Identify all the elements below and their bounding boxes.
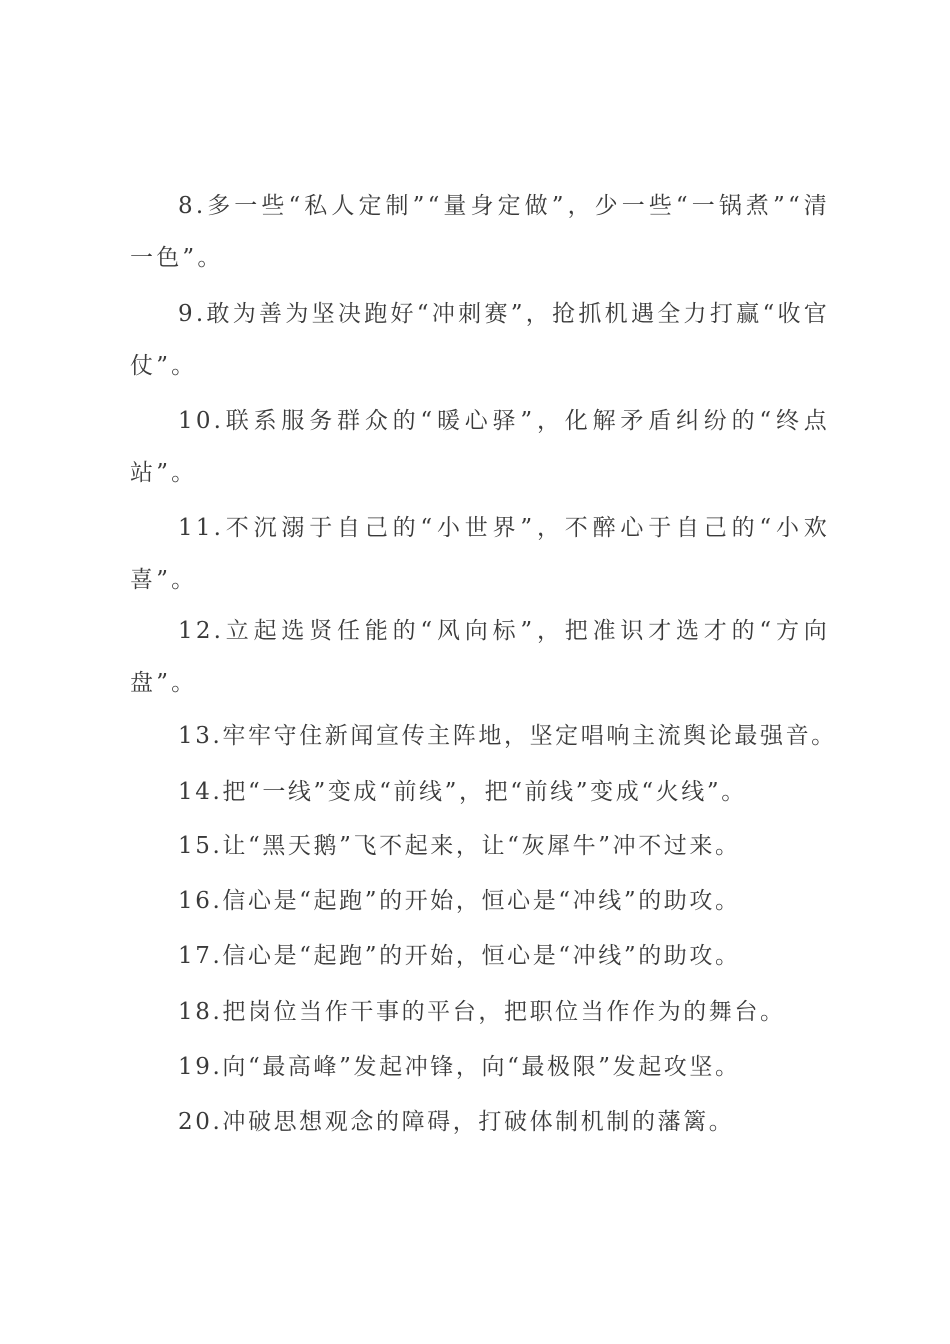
list-item: 19.向“最高峰”发起冲锋，向“最极限”发起攻坚。 [178, 1054, 741, 1080]
list-item: 8.多一些“私人定制”“量身定做”，少一些“一锅煮”“清一色”。 [130, 193, 830, 271]
list-item: 15.让“黑天鹅”飞不起来，让“灰犀牛”冲不过来。 [178, 833, 741, 859]
list-item: 9.敢为善为坚决跑好“冲刺赛”，抢抓机遇全力打赢“收官仗”。 [130, 301, 830, 379]
list-item: 16.信心是“起跑”的开始，恒心是“冲线”的助攻。 [178, 888, 741, 914]
list-item: 12.立起选贤任能的“风向标”，把准识才选才的“方向盘”。 [130, 618, 830, 696]
list-item: 14.把“一线”变成“前线”，把“前线”变成“火线”。 [178, 779, 747, 805]
list-item: 20.冲破思想观念的障碍，打破体制机制的藩篱。 [178, 1109, 735, 1135]
list-item: 18.把岗位当作干事的平台，把职位当作作为的舞台。 [178, 999, 786, 1025]
list-item: 11.不沉溺于自己的“小世界”，不醉心于自己的“小欢喜”。 [130, 515, 830, 593]
list-item: 13.牢牢守住新闻宣传主阵地，坚定唱响主流舆论最强音。 [178, 723, 837, 749]
list-item: 10.联系服务群众的“暖心驿”，化解矛盾纠纷的“终点站”。 [130, 408, 830, 486]
list-item: 17.信心是“起跑”的开始，恒心是“冲线”的助攻。 [178, 943, 741, 969]
